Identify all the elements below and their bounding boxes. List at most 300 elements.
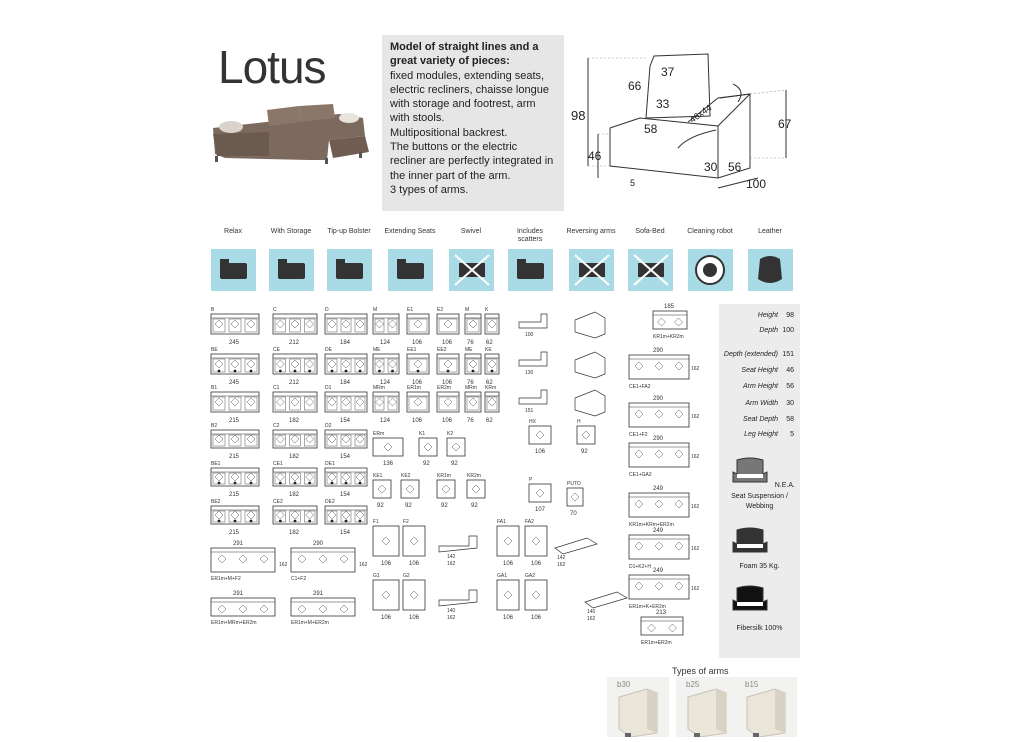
combo-width: 249	[653, 568, 664, 574]
module-width: 106	[409, 561, 420, 567]
module-dot	[331, 370, 334, 373]
module-shape	[419, 438, 437, 456]
cushions-icon	[508, 249, 553, 291]
module-dot	[359, 520, 362, 523]
spec-value: 98	[786, 312, 794, 319]
arm-label: b15	[745, 680, 759, 689]
description-heading: Model of straight lines and a great variety of pieces:	[390, 41, 539, 68]
module-width: 106	[412, 418, 423, 424]
arm-type	[607, 677, 669, 737]
dim-label: 5	[630, 178, 636, 188]
spec-key: Leg Height	[744, 431, 778, 438]
combo-width: 291	[233, 541, 244, 547]
module-shape	[529, 426, 551, 444]
feature-label: With Storage	[270, 228, 312, 235]
extending-seat-icon	[388, 249, 433, 291]
module-shape	[373, 480, 391, 498]
combo-code: CE1+GA2	[629, 472, 652, 478]
module-width: 76	[467, 380, 474, 386]
module-dot	[345, 482, 348, 485]
module-3d-view	[575, 390, 605, 416]
module-dot	[218, 520, 221, 523]
module-shape	[403, 526, 425, 556]
arms-title: Types of arms	[672, 666, 729, 676]
module-length: 140	[447, 608, 456, 614]
module-width: 106	[442, 418, 453, 424]
combo-code: CE1+FA2	[629, 384, 651, 390]
sofa-photo	[209, 100, 379, 170]
combo-shape	[629, 355, 689, 379]
module-width: 245	[229, 340, 240, 346]
feature-label: Includes scatters	[516, 228, 544, 243]
spec-value: 151	[782, 351, 794, 358]
module-shape	[325, 314, 367, 334]
module-width: 106	[381, 615, 392, 621]
module-shape	[211, 314, 259, 334]
combo-code: KR1m+KRm+ER2m	[629, 522, 674, 528]
module-width: 92	[423, 461, 430, 467]
module-code: KE	[485, 347, 492, 353]
module-width: 154	[340, 492, 351, 498]
dim-label: 66	[628, 79, 642, 93]
module-shape	[325, 392, 367, 412]
combo-code: CE1+F2	[629, 432, 648, 438]
module-code: M	[465, 307, 470, 313]
arm-label: b25	[686, 680, 700, 689]
module-small-dim: 151	[525, 408, 534, 414]
module-dot	[294, 482, 297, 485]
dim-label: 37	[661, 65, 675, 79]
combo-shape	[629, 575, 689, 599]
module-side-view	[519, 390, 547, 404]
module-dot	[308, 482, 311, 485]
combos-right	[625, 300, 717, 660]
module-code: C2	[273, 423, 280, 429]
dim-label: 67	[778, 117, 792, 131]
module-code: ME	[373, 347, 381, 353]
combo-width: 291	[233, 591, 244, 597]
module-width: 215	[229, 418, 240, 424]
combo-width: 213	[656, 610, 667, 616]
combo-width: 185	[664, 304, 675, 310]
module-code: C	[273, 307, 277, 313]
module-code: PUTO	[567, 481, 581, 487]
module-code: M	[373, 307, 378, 313]
module-code: DE	[325, 347, 332, 353]
module-code: E1	[407, 307, 414, 313]
module-code: CE1	[273, 461, 283, 467]
module-dot	[308, 520, 311, 523]
module-width: 106	[531, 561, 542, 567]
combo-shape	[629, 535, 689, 559]
module-length: 162	[447, 561, 456, 567]
product-title: Lotus	[218, 41, 326, 93]
dim-label: 98	[571, 108, 586, 123]
combo-code: C1+F2	[291, 576, 307, 582]
module-shape	[373, 580, 399, 610]
combo-depth: 162	[691, 414, 700, 420]
dimension-drawing	[568, 38, 800, 198]
module-width: 62	[486, 380, 493, 386]
module-width: 106	[442, 340, 453, 346]
spec-key: Depth	[759, 327, 778, 334]
recliner-side-view	[555, 538, 597, 554]
module-shape	[325, 430, 367, 448]
module-width: 70	[570, 511, 577, 517]
module-width: 92	[377, 503, 384, 509]
spec-key: Depth (extended)	[723, 351, 778, 358]
module-code: D	[325, 307, 329, 313]
module-dot	[250, 370, 253, 373]
module-3d-view	[575, 352, 605, 378]
module-code: DE2	[325, 499, 335, 505]
module-code: K	[485, 307, 489, 313]
dim-label: 30	[704, 160, 718, 174]
module-code: DE1	[325, 461, 335, 467]
module-code: KR1m	[437, 473, 451, 479]
module-width: 136	[383, 461, 394, 467]
module-code: B1	[211, 385, 218, 391]
module-width: 106	[412, 340, 423, 346]
module-dot	[250, 482, 253, 485]
module-width: 62	[486, 340, 493, 346]
module-code: GA2	[525, 573, 536, 579]
module-code: C1	[273, 385, 280, 391]
combo-depth: 162	[691, 546, 700, 552]
module-code: BE1	[211, 461, 221, 467]
module-width: 92	[471, 503, 478, 509]
material-nea: N.E.A.	[774, 482, 795, 489]
module-shape	[373, 526, 399, 556]
spec-value: 100	[782, 327, 794, 334]
module-width: 106	[412, 380, 423, 386]
module-dot	[417, 370, 420, 373]
module-code: KE2	[401, 473, 411, 479]
module-width: 212	[289, 380, 300, 386]
module-dot	[308, 370, 311, 373]
feature-label: Leather	[758, 228, 782, 235]
module-shape	[373, 392, 399, 412]
module-code: G1	[373, 573, 380, 579]
module-code: BE2	[211, 499, 221, 505]
combo-shape	[653, 311, 687, 329]
module-width: 76	[467, 340, 474, 346]
module-length: 162	[587, 616, 596, 622]
module-width: 106	[381, 561, 392, 567]
module-width: 154	[340, 454, 351, 460]
module-dot	[472, 370, 475, 373]
module-width: 106	[503, 615, 514, 621]
module-code: EE2	[437, 347, 447, 353]
module-width: 154	[340, 530, 351, 536]
feature-label: Swivel	[460, 228, 482, 235]
description-line: The buttons or the electric recliner are perfectly integrated in the inner part of the arm.	[390, 141, 554, 182]
combo-width: 290	[313, 541, 324, 547]
combo-depth: 162	[359, 562, 368, 568]
module-small-dim: 130	[525, 370, 534, 376]
module-shape	[407, 314, 429, 334]
feature-label: Extending Seats	[384, 228, 436, 235]
module-dot	[234, 370, 237, 373]
module-dot	[279, 370, 282, 373]
dim-label: 56	[728, 160, 742, 174]
module-dot	[279, 520, 282, 523]
spec-key: Height	[757, 312, 778, 319]
module-dot	[359, 370, 362, 373]
module-code: FA1	[497, 519, 506, 525]
module-shape	[273, 314, 317, 334]
module-dot	[294, 370, 297, 373]
module-code: FA2	[525, 519, 534, 525]
module-code: G2	[403, 573, 410, 579]
combo-shape	[641, 617, 683, 635]
recliner-icon	[211, 249, 256, 291]
module-code: D2	[325, 423, 332, 429]
module-dot	[491, 370, 494, 373]
module-code: KRm	[485, 385, 497, 391]
module-code: KR2m	[467, 473, 481, 479]
module-code: CE	[273, 347, 280, 353]
module-width: 215	[229, 530, 240, 536]
leather-icon	[748, 249, 793, 291]
module-shape	[465, 314, 481, 334]
module-width: 245	[229, 380, 240, 386]
module-width: 182	[289, 454, 300, 460]
module-code: F2	[403, 519, 409, 525]
module-shape	[373, 314, 399, 334]
dim-label: 33	[656, 97, 670, 111]
module-width: 124	[380, 418, 391, 424]
combo-code: D1+K2+H	[629, 564, 651, 570]
module-width: 106	[535, 449, 546, 455]
module-shape	[497, 526, 519, 556]
module-code: P	[529, 477, 533, 483]
module-shape	[407, 392, 429, 412]
module-width: 92	[441, 503, 448, 509]
module-width: 215	[229, 454, 240, 460]
module-code: K2	[447, 431, 454, 437]
dim-label: 58	[644, 122, 658, 136]
module-width: 76	[467, 418, 474, 424]
module-width: 124	[380, 380, 391, 386]
module-code: MRm	[465, 385, 477, 391]
combo-shape	[629, 403, 689, 427]
combo-depth: 162	[691, 586, 700, 592]
feature-label: Reversing arms	[566, 228, 616, 235]
combo-width: 249	[653, 528, 664, 534]
arm-label: b30	[617, 680, 631, 689]
combo-width: 290	[653, 396, 664, 402]
module-code: H	[577, 419, 581, 425]
spec-key: Seat Height	[741, 367, 778, 374]
sofa-bed-icon	[628, 249, 673, 291]
dim-label: 46	[588, 149, 602, 163]
module-width: 62	[486, 418, 493, 424]
spec-value: 46	[786, 367, 794, 374]
module-dot	[218, 370, 221, 373]
module-code: ER1m	[407, 385, 421, 391]
module-code: F1	[373, 519, 379, 525]
arm-type	[676, 677, 738, 737]
module-small-dim: 100	[525, 332, 534, 338]
feature-label: Sofa-Bed	[635, 228, 665, 235]
combo-code: ER1m+M+ER2m	[291, 620, 329, 626]
combo-depth: 162	[279, 562, 288, 568]
module-shape	[211, 430, 259, 448]
combo-shape	[629, 443, 689, 467]
module-dot	[234, 520, 237, 523]
module-width: 154	[340, 418, 351, 424]
module-length: 162	[447, 615, 456, 621]
module-dot	[218, 482, 221, 485]
module-width: 184	[340, 380, 351, 386]
module-dot	[294, 520, 297, 523]
material-suspension: Seat Suspension / Webbing	[731, 493, 788, 510]
dim-label: 100	[746, 177, 767, 191]
module-code: ME	[465, 347, 473, 353]
module-dot	[447, 370, 450, 373]
feature-label: Relax	[224, 228, 242, 235]
cleaning-robot-icon	[688, 249, 733, 291]
description-box	[382, 35, 564, 211]
feature-label: Cleaning robot	[687, 228, 733, 235]
module-shape	[447, 438, 465, 456]
module-length: 142	[447, 554, 456, 560]
spec-value: 30	[786, 400, 794, 407]
reversing-arms-icon	[569, 249, 614, 291]
combo-code: ER1m+K+ER2m	[629, 604, 666, 610]
specs-panel	[719, 304, 800, 658]
module-code: GA1	[497, 573, 508, 579]
combo-depth: 162	[691, 504, 700, 510]
module-code: E2	[437, 307, 444, 313]
spec-key: Arm Height	[742, 383, 778, 390]
spec-value: 56	[786, 383, 794, 390]
module-dot	[250, 520, 253, 523]
recliner-side-view	[439, 536, 477, 552]
module-code: B2	[211, 423, 218, 429]
spec-value: 58	[786, 416, 794, 423]
combo-width: 290	[653, 348, 664, 354]
module-width: 92	[405, 503, 412, 509]
module-width: 92	[581, 449, 588, 455]
module-shape	[437, 392, 459, 412]
module-width: 212	[289, 340, 300, 346]
module-width: 184	[340, 340, 351, 346]
storage-icon	[269, 249, 314, 291]
recliner-side-view	[439, 590, 477, 606]
combo-depth: 162	[691, 366, 700, 372]
recliner-side-view	[585, 592, 627, 608]
module-shape	[497, 580, 519, 610]
module-side-view	[519, 352, 547, 366]
module-code: BE	[211, 347, 218, 353]
description-line: 3 types of arms.	[390, 183, 469, 196]
combo-width: 291	[313, 591, 324, 597]
module-code: HX	[529, 419, 536, 425]
module-shape	[373, 438, 403, 456]
armchair-foam-icon	[731, 526, 769, 561]
module-shape	[211, 392, 259, 412]
module-shape	[525, 526, 547, 556]
module-dot	[378, 370, 381, 373]
module-shape	[437, 480, 455, 498]
module-code: D1	[325, 385, 332, 391]
module-width: 106	[531, 615, 542, 621]
combo-width: 290	[653, 436, 664, 442]
module-shape	[465, 392, 481, 412]
module-shape	[467, 480, 485, 498]
module-code: EE1	[407, 347, 417, 353]
spec-key: Seat Depth	[742, 416, 778, 423]
module-width: 124	[380, 340, 391, 346]
module-dot	[279, 482, 282, 485]
description-line: Multipositional backrest.	[390, 126, 508, 139]
module-3d-view	[575, 312, 605, 338]
module-width: 182	[289, 492, 300, 498]
combo-code: ER1m+M+F2	[211, 576, 241, 582]
dim-label: 46x44	[687, 102, 714, 125]
swivel-icon	[449, 249, 494, 291]
module-width: 182	[289, 530, 300, 536]
combo-shape	[211, 548, 275, 572]
module-dot	[234, 482, 237, 485]
module-shape	[401, 480, 419, 498]
combo-shape	[291, 548, 355, 572]
module-code: ERm	[373, 431, 385, 437]
module-width: 215	[229, 492, 240, 498]
spec-value: 5	[790, 431, 794, 438]
module-shape	[567, 488, 583, 506]
module-length: 140	[587, 609, 596, 615]
module-width: 106	[409, 615, 420, 621]
combo-width: 249	[653, 486, 664, 492]
module-length: 162	[557, 562, 566, 568]
combo-code: ER1m+ER2m	[641, 640, 672, 646]
arm-type	[735, 677, 797, 737]
module-shape	[403, 580, 425, 610]
tip-up-bolster-icon	[327, 249, 372, 291]
module-dot	[359, 482, 362, 485]
description-line: fixed modules, extending seats, electric recliners, chaisse longue with storage and footrest, arm with stools.	[390, 69, 549, 125]
module-code: MRm	[373, 385, 385, 391]
module-shape	[273, 430, 317, 448]
module-dot	[391, 370, 394, 373]
armchair-fiber-icon	[731, 584, 769, 619]
module-dot	[331, 520, 334, 523]
module-shape	[529, 484, 551, 502]
module-width: 106	[503, 561, 514, 567]
module-shape	[437, 314, 459, 334]
spec-key: Arm Width	[745, 400, 778, 407]
combo-code: KR1m+KR2m	[653, 334, 684, 340]
combo-code: ER1m+MRm+ER2m	[211, 620, 257, 626]
module-dot	[331, 482, 334, 485]
module-width: 182	[289, 418, 300, 424]
material-foam: Foam 35 Kg.	[739, 563, 780, 570]
module-code: ER2m	[437, 385, 451, 391]
combo-shape	[629, 493, 689, 517]
module-code: B	[211, 307, 215, 313]
module-shape	[525, 580, 547, 610]
module-code: CE2	[273, 499, 283, 505]
module-side-view	[519, 314, 547, 328]
module-shape	[577, 426, 595, 444]
module-length: 142	[557, 555, 566, 561]
material-fiber: Fibersilk 100%	[736, 625, 783, 632]
combo-depth: 162	[691, 454, 700, 460]
module-width: 106	[442, 380, 453, 386]
